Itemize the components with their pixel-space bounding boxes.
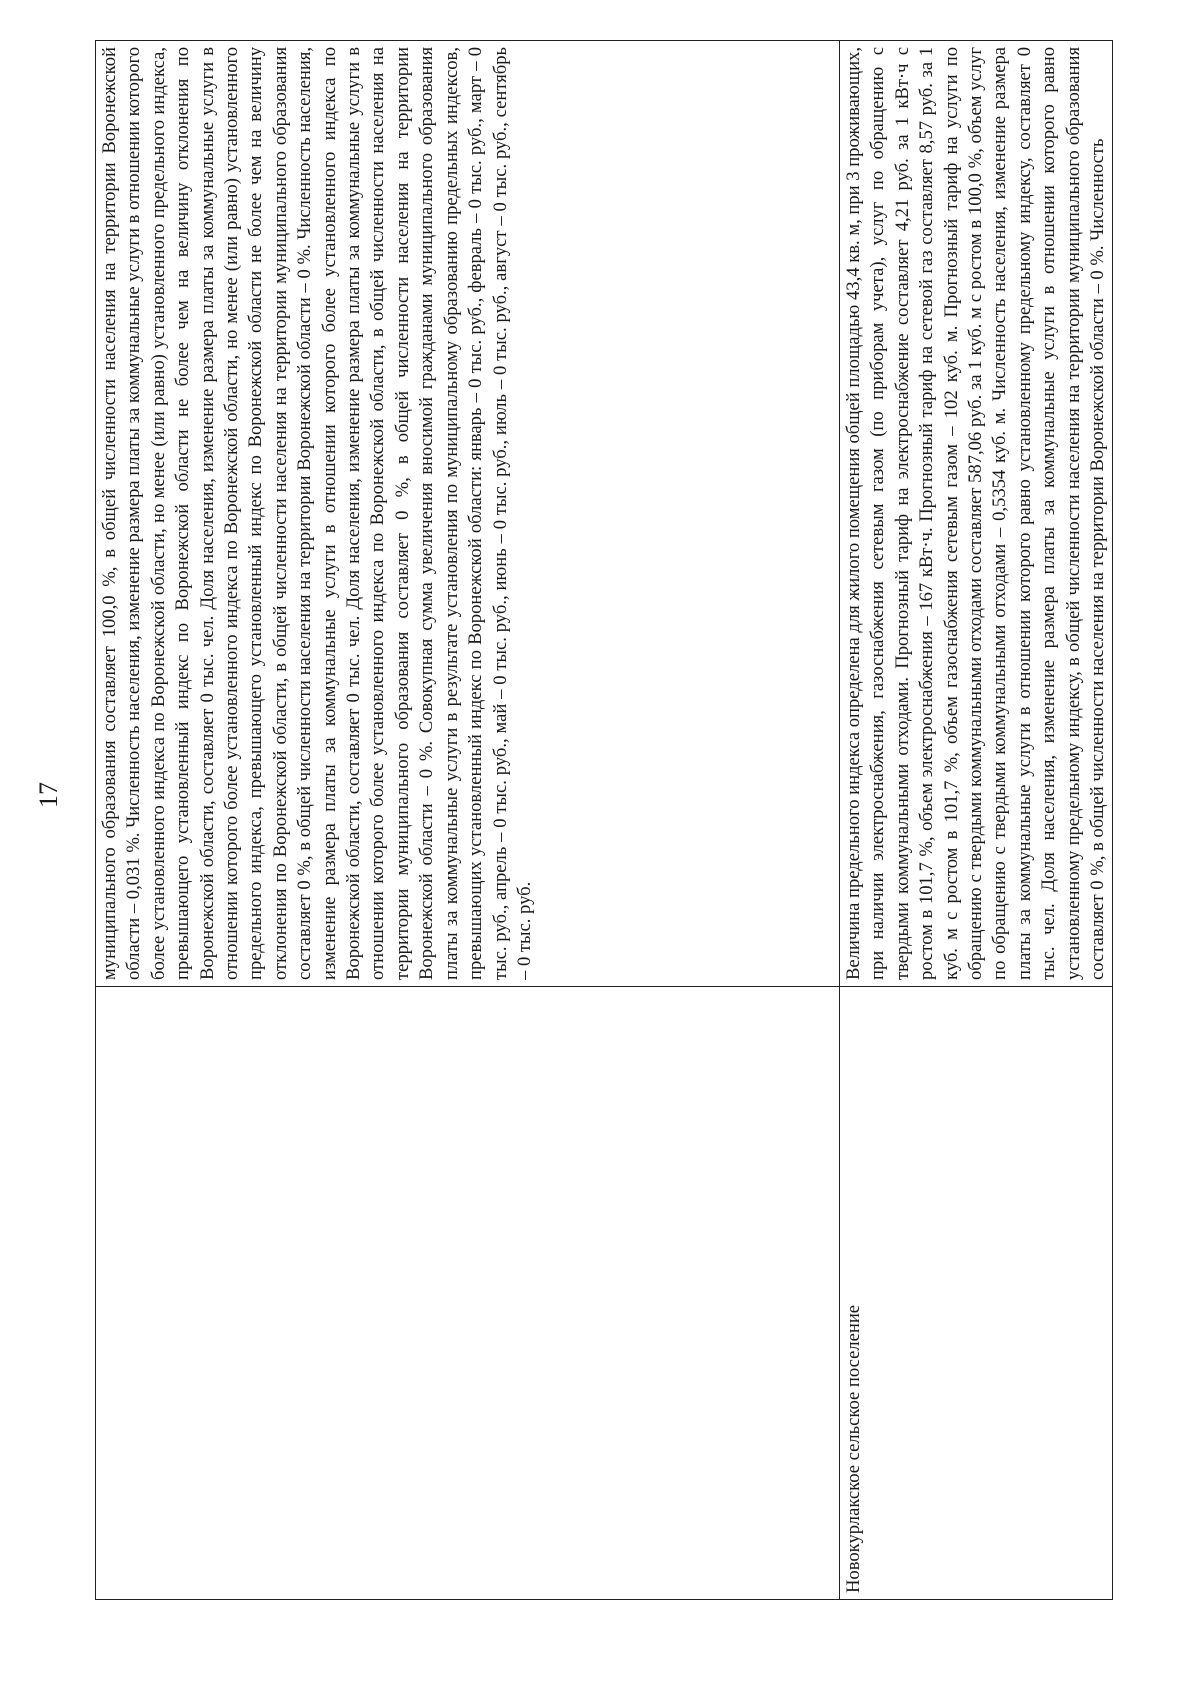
description-cell [96, 41, 840, 987]
municipality-name-cell [840, 987, 1113, 1600]
table-row [96, 41, 840, 1600]
description-cell [840, 41, 1113, 987]
municipality-table [95, 40, 1113, 1600]
description-text: муниципального образования составляет 100,0 %, в общей численности населения на территории Воронежской области – 0,031 %. Численность населения, изменение размера платы за коммунальные услуги в отношении которого более установленного индекса по Воронежской области, но менее (или равно) установленного предельного индекса, превышающего установленный индекс по Воронежской области не более чем на величину отклонения по Воронежской области, составляет 0 тыс. чел. Доля населения, изменение размера платы за коммунальные услуги в отношении которого более установленного индекса по Воронежской области, но менее (или равно) установленного предельного индекса, превышающего установленный индекс по Воронежской области не более чем на величину отклонения по Воронежской области, в общей численности населения на территории муниципального образования составляет 0 %, в общей численности населения на территории Воронежской области – 0 %. Численность населения, изменение размера платы за коммунальные услуги в отношении которого более установленного индекса по Воронежской области, составляет 0 тыс. чел. Доля населения, изменение размера платы за коммунальные услуги в отношении которого более установленного индекса по Воронежской области, в общей численности населения на территории муниципального образования составляет 0 %, в общей численности населения на территории Воронежской области – 0 %. Совокупная сумма увеличения вносимой гражданами муниципального образования платы за коммунальные услуги в результате установления по муниципальному образованию предельных индексов, превышающих установленный индекс по Воронежской области: январь – 0 тыс. руб., февраль – 0 тыс. руб., март – 0 тыс. руб., апрель – 0 тыс. руб., май – 0 тыс. руб., июнь – 0 тыс. руб., июль – 0 тыс. руб., август – 0 тыс. руб., сентябрь – 0 тыс. руб. [99, 47, 535, 980]
municipality-name-cell [96, 987, 840, 1600]
municipality-name: Новокурлакское сельское поселение [843, 1304, 864, 1593]
table-row [840, 41, 1113, 1600]
page-number: 17 [34, 782, 63, 808]
description-text: Величина предельного индекса определена для жилого помещения общей площадью 43,4 кв. м, при 3 проживающих, при наличии электроснабжения, газоснабжения сетевым газом (по приборам учета), услуг по обращению с твердыми коммунальными отходами. Прогнозный тариф на электроснабжение составляет 4,21 руб. за 1 кВт·ч с ростом в 101,7 %, объем электроснабжения – 167 кВт·ч. Прогнозный тариф на сетевой газ составляет 8,57 руб. за 1 куб. м с ростом в 101,7 %, объем газоснабжения сетевым газом – 102 куб. м. Прогнозный тариф на услуги по обращению с твердыми коммунальными отходами составляет 587,06 руб. за 1 куб. м с ростом в 100,0 %, объем услуг по обращению с твердыми коммунальными отходами – 0,5354 куб. м. Численность населения, изменение размера платы за коммунальные услуги в отношении которого равно установленному предельному индексу, составляет 0 тыс. чел. Доля населения, изменение размера платы за коммунальные услуги в отношении которого равно установленному предельному индексу, в общей численности населения на территории муниципального образования составляет 0 %, в общей численности населения на территории Воронежской области – 0 %. Численность [843, 47, 1109, 980]
rotated-table-container [95, 40, 1109, 1600]
